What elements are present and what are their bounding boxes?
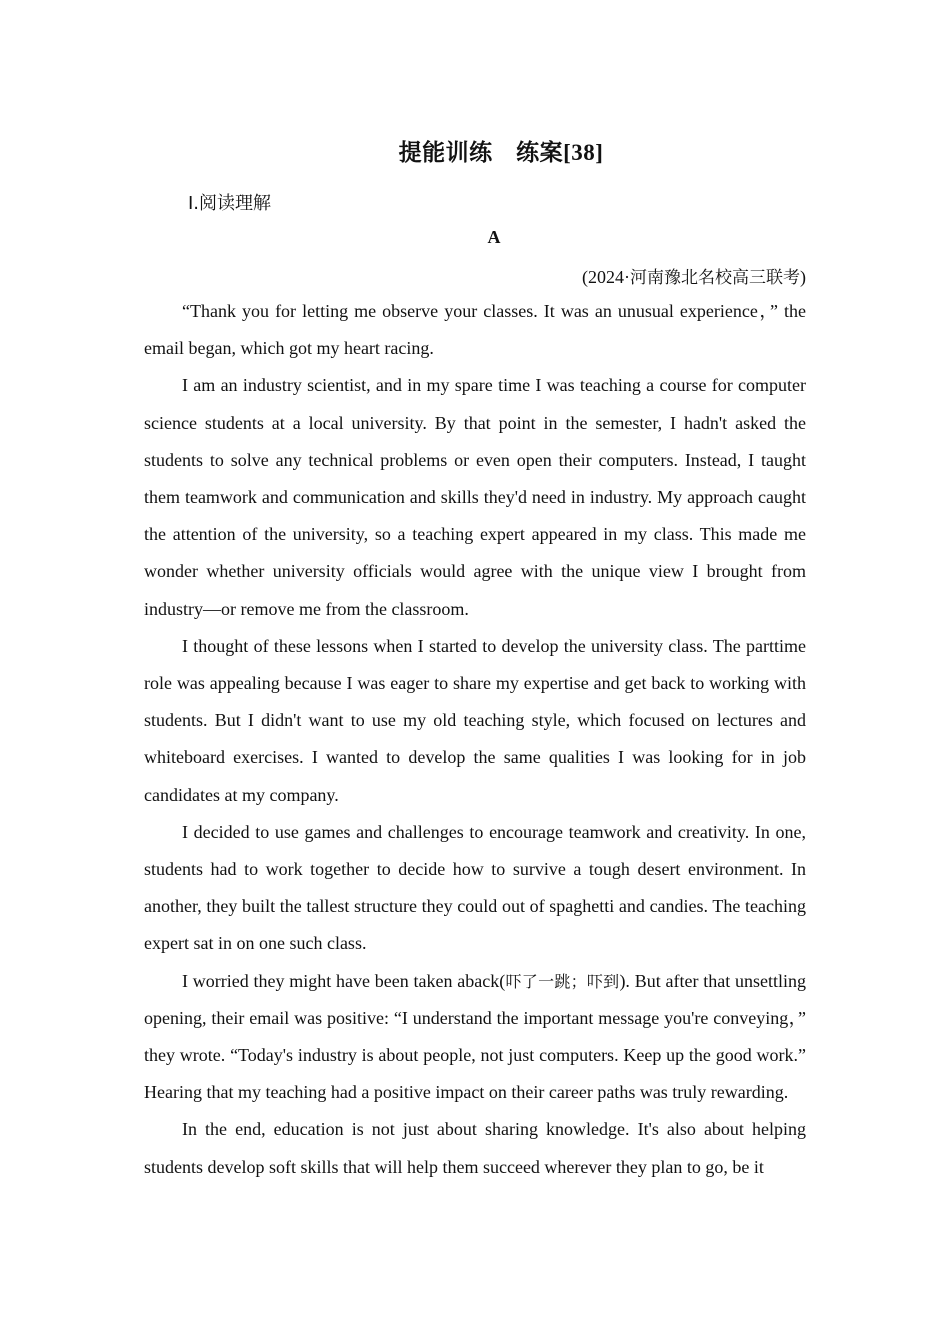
paragraph-5 [144,963,806,1112]
paragraph-6: In the end, education is not just about sharing knowledge. It's also about helping students develop soft skills that will help them succeed wherever they plan to go, be it [144,1119,806,1177]
section-heading: Ⅰ.阅读理解 [188,193,272,214]
paragraph-1: “Thank you for letting me observe your classes. It was an unusual experience，” the email began, which got my heart racing. [144,301,806,359]
source-close: ) [800,267,806,287]
page-title: 提能训练 练案[38] [398,140,604,165]
paragraph-5-after: ). But after that unsettling opening, their email was positive: “I understand the important message you're conveying，” they wrote. “Today's industry is about people, not just computers. Keep up the good work.” Hearing that my teaching had a positive impact on their career paths was truly rewarding. [144,970,806,1103]
paragraph-2: I am an industry scientist, and in my spare time I was teaching a course for computer science students at a local university. By that point in the semester, I hadn't asked the students to solve any technical problems or even open their computers. Instead, I taught them teamwork and communication and skills they'd need in industry. My approach caught the attention of the university, so a teaching expert appeared in my class. This made me wonder whether university officials would agree with the unique view I brought from industry—or remove me from the classroom. [144,375,806,619]
paragraph-5-before: I worried they might have been taken aback( [182,970,506,991]
source-name: 河南豫北名校高三联考 [630,268,800,288]
passage-body [144,293,806,1186]
paragraph-5-gloss: 吓了一跳；吓到 [505,971,620,991]
paragraph-3: I thought of these lessons when I started to develop the university class. The parttime role was appealing because I was eager to share my expertise and get back to working with students. But I didn't want to use my old teaching style, which focused on lectures and whiteboard exercises. I wanted to develop the same qualities I was looking for in job candidates at my company. [144,635,806,805]
paragraph-4: I decided to use games and challenges to encourage teamwork and creativity. In one, students had to work together to decide how to survive a tough desert environment. In another, they built the tallest structure they could out of spaghetti and candies. The teaching expert sat in on one such class. [144,821,806,954]
source-citation [582,263,806,288]
source-open: (2024· [582,267,630,287]
passage-label: A [487,227,501,247]
